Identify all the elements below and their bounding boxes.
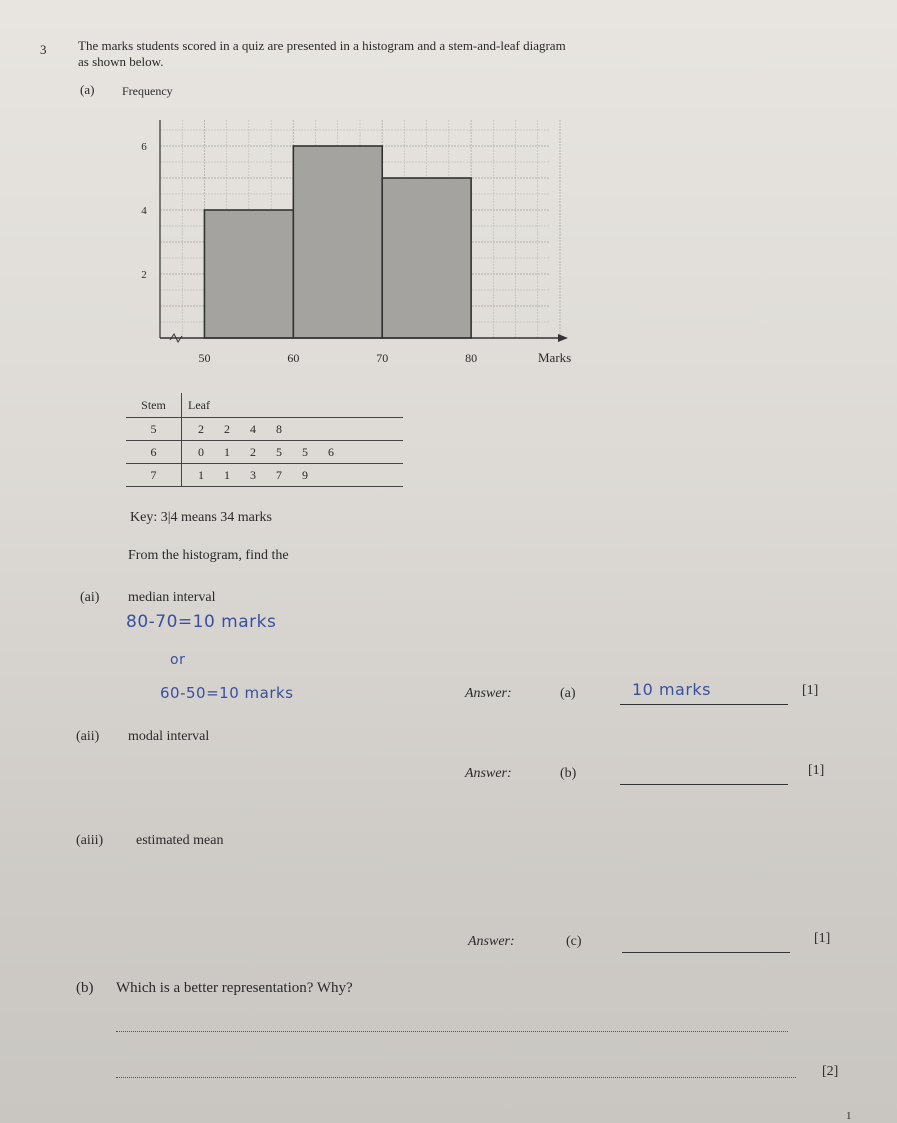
answer-line-b2[interactable] (116, 1076, 796, 1078)
intro-line-2: as shown below. (78, 54, 164, 69)
leaf-values (182, 464, 404, 487)
axis-break-mark (170, 334, 182, 342)
leaf-value: 1 (198, 467, 204, 482)
stem-leaf-row (126, 418, 403, 441)
part-aii-label: (aii) (76, 729, 100, 744)
leaf-header: Leaf (182, 393, 404, 418)
leaf-value: 3 (250, 467, 256, 482)
y-axis-label: Frequency (122, 84, 173, 98)
part-ai-text: median interval (128, 590, 216, 605)
x-tick-label: 70 (376, 351, 389, 365)
y-tick-label: 2 (141, 269, 147, 281)
y-tick-label: 4 (141, 205, 147, 217)
page-number: 1 (846, 1110, 852, 1122)
question-number: 3 (40, 42, 47, 57)
answer-part-c: (c) (566, 934, 582, 949)
marks-a: [1] (802, 683, 819, 698)
leaf-values (182, 418, 404, 441)
x-tick-label: 60 (287, 351, 300, 365)
handwritten-answer-a: 10 marks (632, 680, 712, 699)
marks-b-part: [2] (822, 1064, 839, 1079)
answer-label-b: Answer: (465, 766, 512, 781)
leaf-value: 4 (250, 421, 256, 436)
leaf-value: 7 (276, 467, 282, 482)
handwritten-or: or (170, 652, 186, 668)
stem-header: Stem (126, 393, 182, 418)
part-a-label: (a) (80, 82, 95, 97)
leaf-value: 5 (276, 444, 282, 459)
marks-b: [1] (808, 763, 825, 778)
stem-value: 6 (126, 441, 182, 464)
leaf-value: 8 (276, 421, 282, 436)
leaf-value: 2 (250, 444, 256, 459)
part-b-label: (b) (76, 980, 94, 996)
part-aiii-label: (aiii) (76, 833, 104, 848)
leaf-value: 2 (224, 421, 230, 436)
question-intro (78, 38, 566, 70)
answer-line-b[interactable] (620, 766, 788, 785)
answer-part-b: (b) (560, 766, 577, 781)
instruction-text: From the histogram, find the (128, 548, 289, 563)
histogram-bar (382, 178, 471, 338)
stem-value: 5 (126, 418, 182, 441)
intro-line-1: The marks students scored in a quiz are presented in a histogram and a stem-and-leaf diagram (78, 38, 566, 53)
x-axis-arrow (558, 334, 568, 342)
part-ai-label: (ai) (80, 590, 100, 605)
stem-leaf-row (126, 441, 403, 464)
handwritten-working-2: 60-50=10 marks (160, 684, 294, 702)
leaf-value: 1 (224, 467, 230, 482)
leaf-value: 1 (224, 444, 230, 459)
x-tick-label: 80 (465, 351, 478, 365)
y-tick-label: 6 (141, 141, 147, 153)
leaf-value: 2 (198, 421, 204, 436)
part-aiii-text: estimated mean (136, 833, 224, 848)
x-tick-label: 50 (198, 351, 211, 365)
histogram (120, 100, 580, 370)
x-axis-label: Marks (538, 350, 572, 365)
stem-leaf-key: Key: 3|4 means 34 marks (130, 510, 272, 525)
leaf-value: 9 (302, 467, 308, 482)
histogram-bar (204, 210, 293, 338)
part-b-text: Which is a better representation? Why? (116, 980, 353, 996)
answer-label-a: Answer: (465, 686, 512, 701)
answer-label-c: Answer: (468, 934, 515, 949)
leaf-value: 0 (198, 444, 204, 459)
answer-line-b1[interactable] (116, 1030, 788, 1032)
leaf-value: 6 (328, 444, 334, 459)
handwritten-working-1: 80-70=10 marks (126, 612, 277, 632)
leaf-values (182, 441, 404, 464)
part-aii-text: modal interval (128, 729, 210, 744)
marks-c: [1] (814, 931, 831, 946)
answer-part-a: (a) (560, 686, 576, 701)
histogram-bar (293, 146, 382, 338)
stem-value: 7 (126, 464, 182, 487)
leaf-value: 5 (302, 444, 308, 459)
stem-leaf-row (126, 464, 403, 487)
answer-line-c[interactable] (622, 934, 790, 953)
stem-leaf-table (126, 393, 403, 487)
